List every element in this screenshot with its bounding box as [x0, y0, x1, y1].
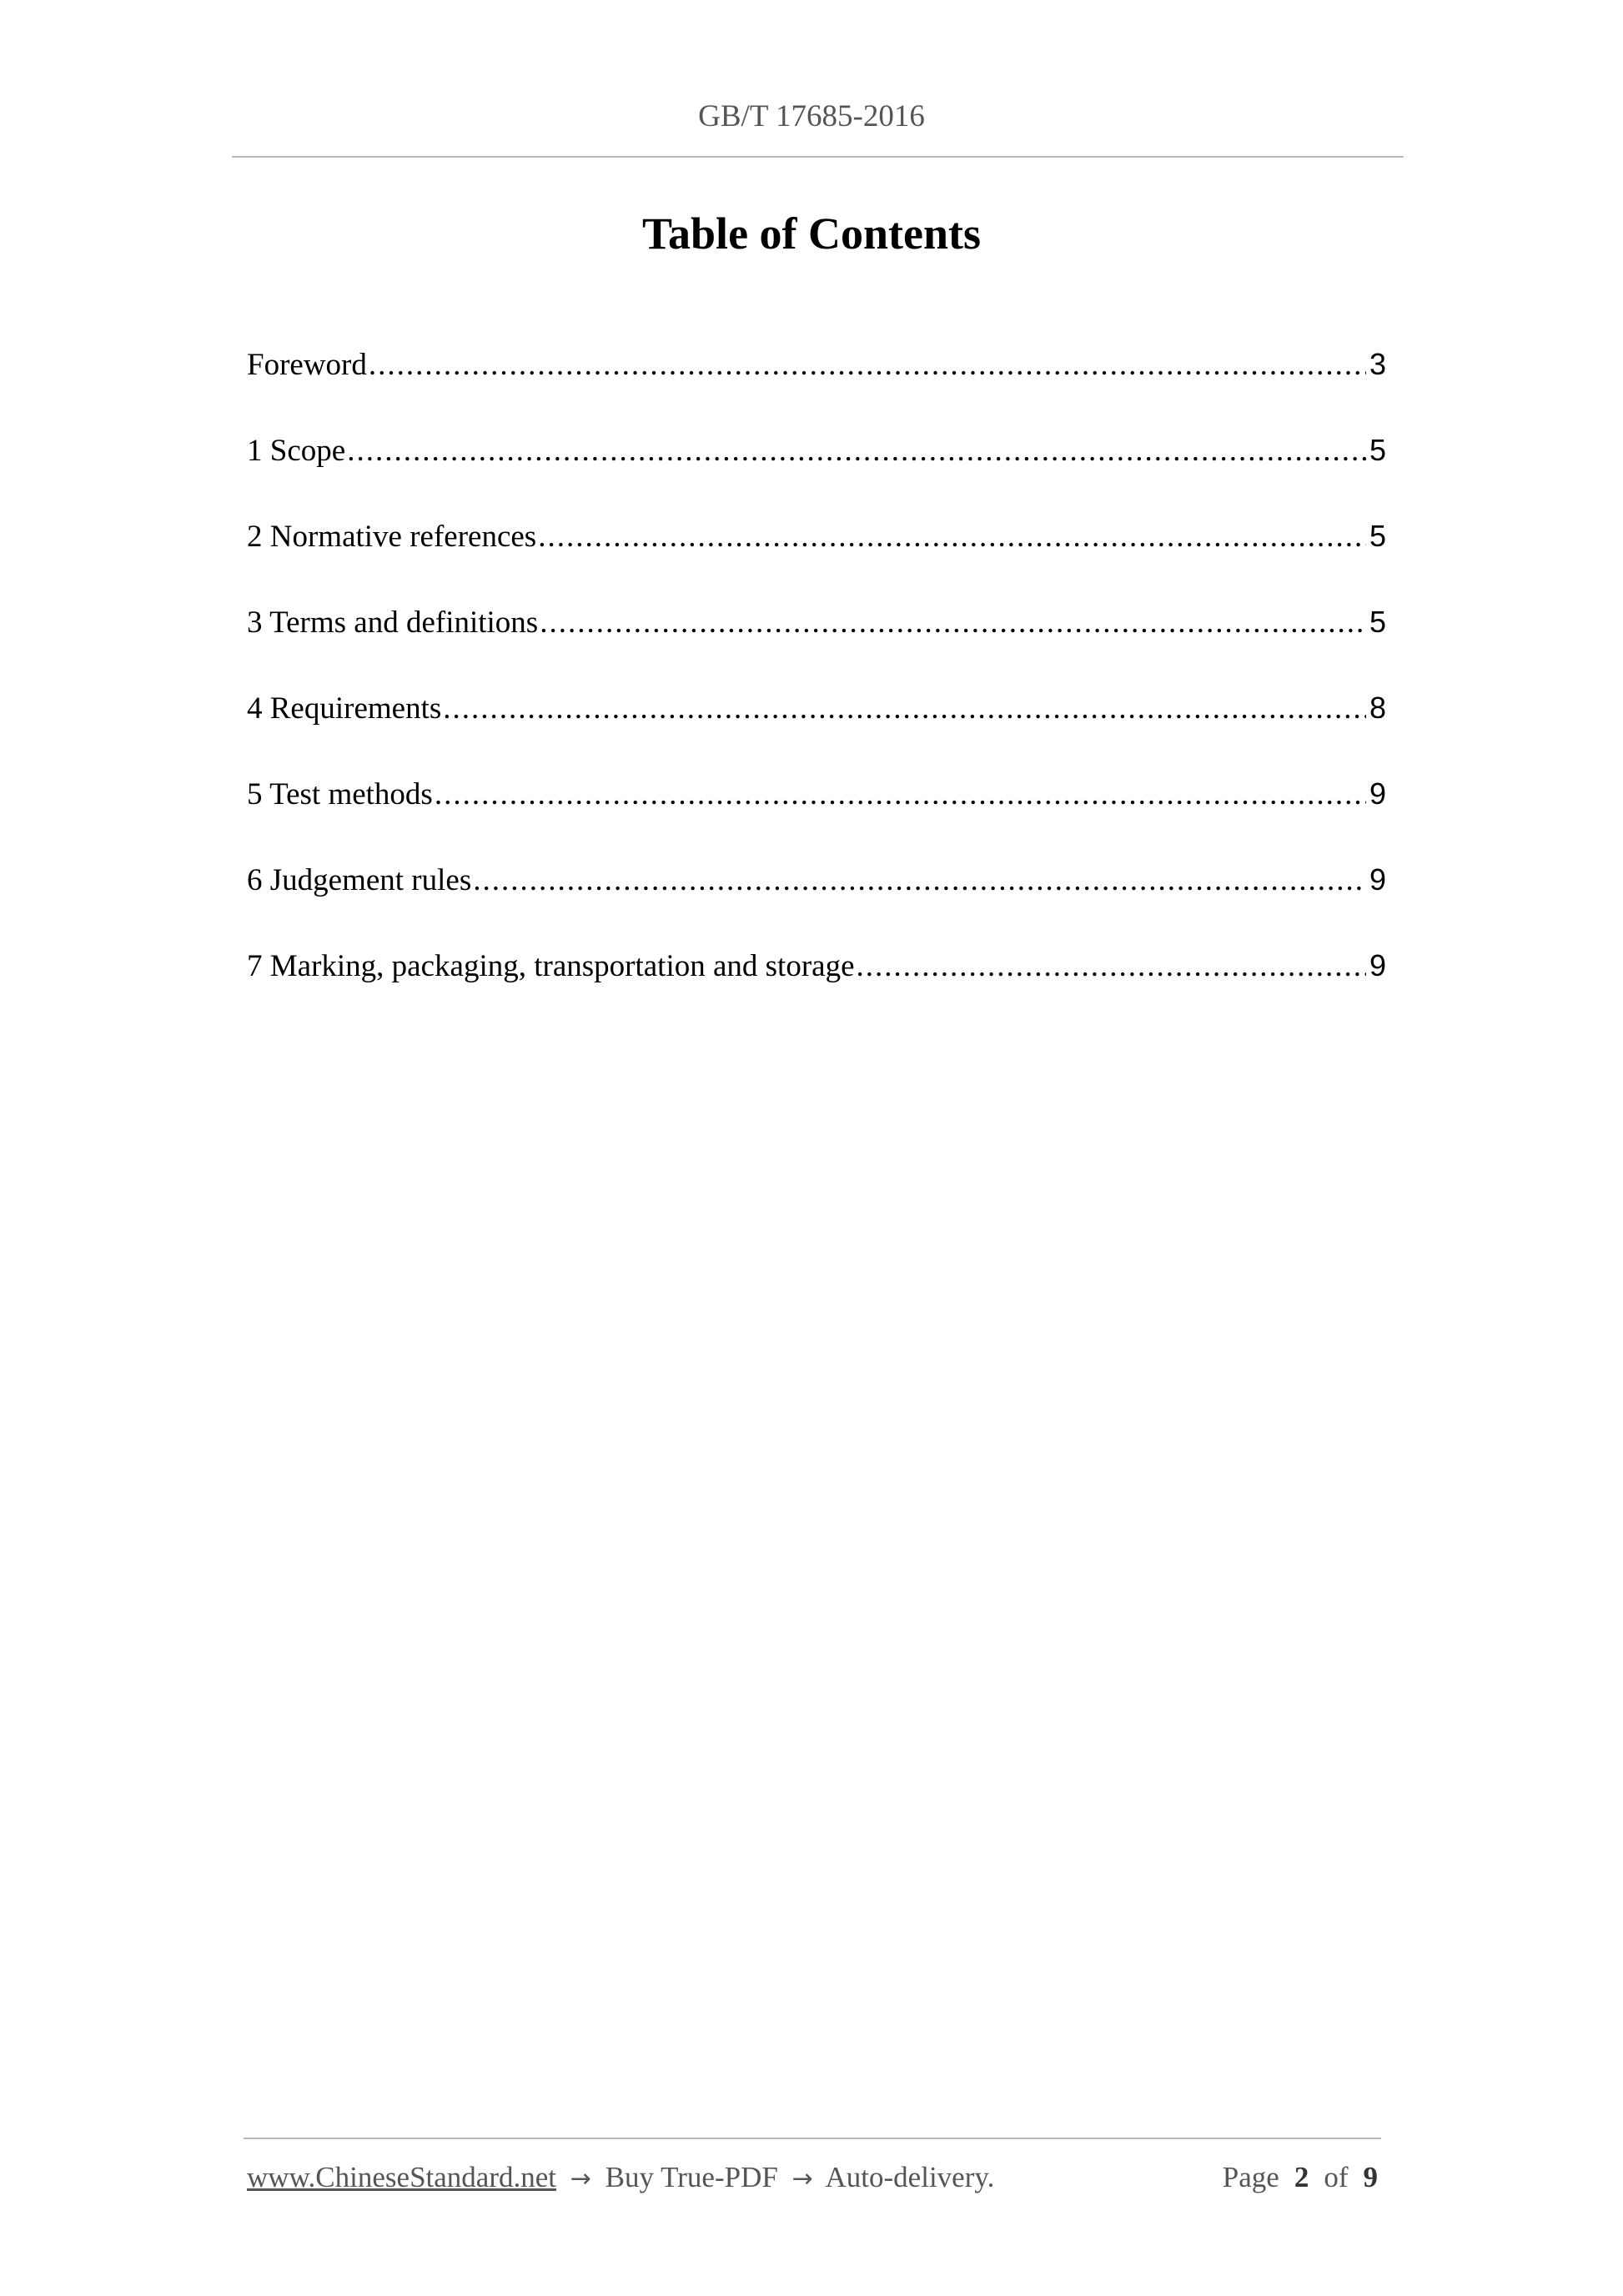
toc-dot-leader: [473, 857, 1366, 905]
auto-delivery-text: Auto-delivery.: [825, 2161, 995, 2193]
toc-entry-page: 5: [1369, 519, 1386, 553]
toc-entry-label: 2 Normative references: [247, 520, 537, 554]
toc-dot-leader: [443, 685, 1366, 733]
toc-entry-judgement-rules[interactable]: [247, 856, 1386, 942]
toc-entry-terms-and-definitions[interactable]: [247, 598, 1386, 684]
toc-entry-page: 9: [1369, 948, 1386, 982]
toc-entry-page: 9: [1369, 776, 1386, 811]
toc-entry-normative-references[interactable]: [247, 512, 1386, 598]
toc-entry-label: 3 Terms and definitions: [247, 605, 539, 640]
toc-entry-page: 9: [1369, 862, 1386, 897]
toc-entry-label: 5 Test methods: [247, 777, 433, 811]
toc-dot-leader: [857, 942, 1366, 991]
page-current: 2: [1294, 2161, 1309, 2193]
toc-dot-leader: [369, 341, 1366, 389]
toc-entry-label: 6 Judgement rules: [247, 863, 472, 897]
toc-entry-label: 4 Requirements: [247, 691, 442, 726]
toc-entry-label: Foreword: [247, 348, 367, 382]
arrow-right-icon: →: [570, 2164, 591, 2193]
page-of-label: of: [1324, 2161, 1349, 2193]
toc-entry-scope[interactable]: [247, 426, 1386, 512]
footer-divider: [244, 2138, 1381, 2139]
toc-entry-label: 7 Marking, packaging, transportation and storage: [247, 949, 855, 983]
toc-entry-page: 5: [1369, 605, 1386, 639]
page-total: 9: [1363, 2161, 1378, 2193]
toc-entry-requirements[interactable]: [247, 684, 1386, 770]
toc-entry-foreword[interactable]: [247, 340, 1386, 426]
arrow-right-icon: →: [791, 2164, 813, 2193]
toc-dot-leader: [538, 513, 1366, 561]
toc-dot-leader: [540, 599, 1366, 647]
chinesestandard-link[interactable]: www.ChineseStandard.net: [247, 2161, 556, 2193]
footer-promo: [247, 2158, 994, 2198]
document-id-header: GB/T 17685-2016: [698, 99, 925, 133]
page-number: [1223, 2158, 1378, 2197]
toc-title: Table of Contents: [641, 208, 982, 259]
toc-dot-leader: [435, 771, 1366, 819]
toc-entry-test-methods[interactable]: [247, 770, 1386, 856]
toc-entry-marking-packaging[interactable]: [247, 942, 1386, 1027]
toc-entry-page: 5: [1369, 433, 1386, 467]
toc-entry-page: 8: [1369, 691, 1386, 725]
toc-entry-label: 1 Scope: [247, 434, 346, 468]
buy-true-pdf-text: Buy True-PDF: [605, 2161, 778, 2193]
header-divider: [232, 156, 1404, 158]
page-label: Page: [1222, 2161, 1279, 2193]
toc-entry-page: 3: [1369, 347, 1386, 381]
toc-dot-leader: [347, 427, 1366, 475]
toc-list: [247, 340, 1386, 1027]
